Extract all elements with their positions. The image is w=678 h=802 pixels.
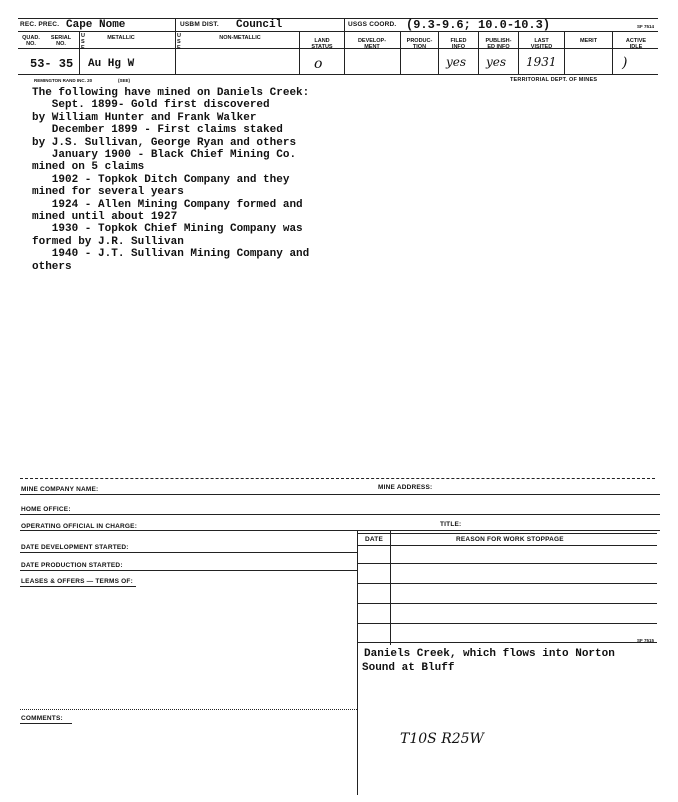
- col-metallic: METALLIC: [107, 35, 135, 41]
- history-line: mined for several years: [32, 186, 184, 199]
- history-line: by William Hunter and Frank Walker: [32, 111, 257, 124]
- home-office-line: [20, 514, 660, 515]
- history-line: 1930 - Topkok Chief Mining Company was: [32, 223, 303, 236]
- col-published-info: PUBLISH- ED INFO: [485, 38, 512, 50]
- printer-note: REMINGTON RAND INC. 20: [34, 78, 93, 83]
- comments-divider: [20, 709, 357, 710]
- vline-1: [175, 18, 176, 74]
- leases-underline: [20, 586, 136, 587]
- stoppage-date-divider: [390, 530, 391, 645]
- mine-company-line: [20, 494, 660, 495]
- stoppage-header-line: [357, 545, 657, 546]
- col-nonmetallic-codes: U S E: [177, 33, 181, 51]
- history-notes: [32, 87, 309, 273]
- printer-code: (SEE): [118, 78, 131, 83]
- leases-label: LEASES & OFFERS — TERMS OF:: [21, 578, 133, 585]
- col-nonmetallic: NON-METALLIC: [219, 35, 261, 41]
- history-line: 1902 - Topkok Ditch Company and they: [32, 173, 290, 186]
- operating-official-label: OPERATING OFFICIAL IN CHARGE:: [21, 523, 138, 530]
- rec-prec-value: Cape Nome: [66, 19, 126, 31]
- usgs-coord-value: (9.3-9.6; 10.0-10.3): [406, 18, 551, 32]
- value-last-visited: 1931: [526, 55, 557, 69]
- stoppage-top-line: [357, 533, 657, 534]
- history-line: formed by J.R. Sullivan: [32, 235, 184, 248]
- col-land-status: LAND STATUS: [311, 38, 333, 50]
- col-last-visited: LAST VISITED: [530, 38, 553, 50]
- form-number-2: SF 7515: [637, 638, 655, 643]
- usbm-dist-value: Council: [236, 19, 283, 31]
- date-production-label: DATE PRODUCTION STARTED:: [21, 562, 123, 569]
- date-column-header: DATE: [365, 536, 384, 543]
- usgs-coord-label: USGS COORD.: [348, 21, 397, 28]
- stoppage-row-3: [357, 603, 657, 604]
- stoppage-bottom-line: [357, 642, 657, 643]
- stoppage-row-1: [357, 563, 657, 564]
- operating-official-line: [20, 530, 660, 531]
- comments-right-border: [357, 645, 358, 795]
- history-line: others: [32, 260, 72, 273]
- col-active-idle: ACTIVE IDLE: [625, 38, 647, 50]
- stoppage-row-2: [357, 583, 657, 584]
- mine-company-name-label: MINE COMPANY NAME:: [21, 486, 99, 493]
- col-serial-no: SERIAL NO.: [50, 35, 72, 47]
- header-row-divider: [18, 31, 658, 32]
- rec-prec-label: REC. PREC.: [20, 21, 60, 28]
- value-published-info: yes: [486, 55, 507, 69]
- note-line-2: Sound at Bluff: [362, 662, 455, 674]
- history-line: 1924 - Allen Mining Company formed and: [32, 198, 303, 211]
- history-line: Sept. 1899- Gold first discovered: [32, 99, 270, 112]
- history-line: 1940 - J.T. Sullivan Mining Company and: [32, 248, 310, 261]
- lower-top-rule: [20, 478, 655, 479]
- stoppage-left-border: [357, 530, 358, 645]
- stoppage-row-4: [357, 623, 657, 624]
- history-line: by J.S. Sullivan, George Ryan and others: [32, 136, 297, 149]
- col-production: PRODUC- TION: [406, 38, 433, 50]
- vline-active: [612, 31, 613, 74]
- territorial-dept: TERRITORIAL DEPT. OF MINES: [510, 77, 598, 83]
- value-metallic: Au Hg W: [88, 58, 135, 70]
- reason-column-header: REASON FOR WORK STOPPAGE: [456, 536, 564, 543]
- value-land-status: o: [314, 56, 323, 72]
- date-development-line: [20, 552, 357, 553]
- value-active-idle: ): [622, 55, 628, 71]
- comments-underline: [20, 723, 72, 724]
- history-line: January 1900 - Black Chief Mining Co.: [32, 149, 297, 162]
- date-development-label: DATE DEVELOPMENT STARTED:: [21, 544, 129, 551]
- handwritten-township-range: T10S R25W: [400, 731, 484, 747]
- note-line-1: Daniels Creek, which flows into Norton: [364, 648, 615, 660]
- form-number: SF 7514: [637, 24, 655, 29]
- vline-serial: [79, 31, 80, 74]
- history-line: mined on 5 claims: [32, 161, 145, 174]
- value-filed-info: yes: [446, 55, 467, 69]
- date-production-line: [20, 570, 357, 571]
- value-quad-serial: 53- 35: [30, 57, 74, 71]
- title-label: TITLE:: [440, 521, 462, 528]
- mine-address-label: MINE ADDRESS:: [378, 484, 433, 491]
- comments-label: COMMENTS:: [21, 715, 63, 722]
- history-line: mined until about 1927: [32, 211, 178, 224]
- history-line: December 1899 - First claims staked: [32, 124, 283, 137]
- col-quad-no: QUAD. NO.: [22, 35, 40, 47]
- col-filed-info: FILED INFO: [450, 38, 467, 50]
- col-development: DEVELOP- MENT: [357, 38, 387, 50]
- col-merit: MERIT: [579, 38, 598, 44]
- history-line: The following have mined on Daniels Creek:: [32, 87, 310, 99]
- header-bottom-border: [18, 74, 658, 75]
- home-office-label: HOME OFFICE:: [21, 506, 71, 513]
- usbm-dist-label: USBM DIST.: [180, 21, 219, 28]
- col-metallic-codes: U S E: [81, 33, 85, 51]
